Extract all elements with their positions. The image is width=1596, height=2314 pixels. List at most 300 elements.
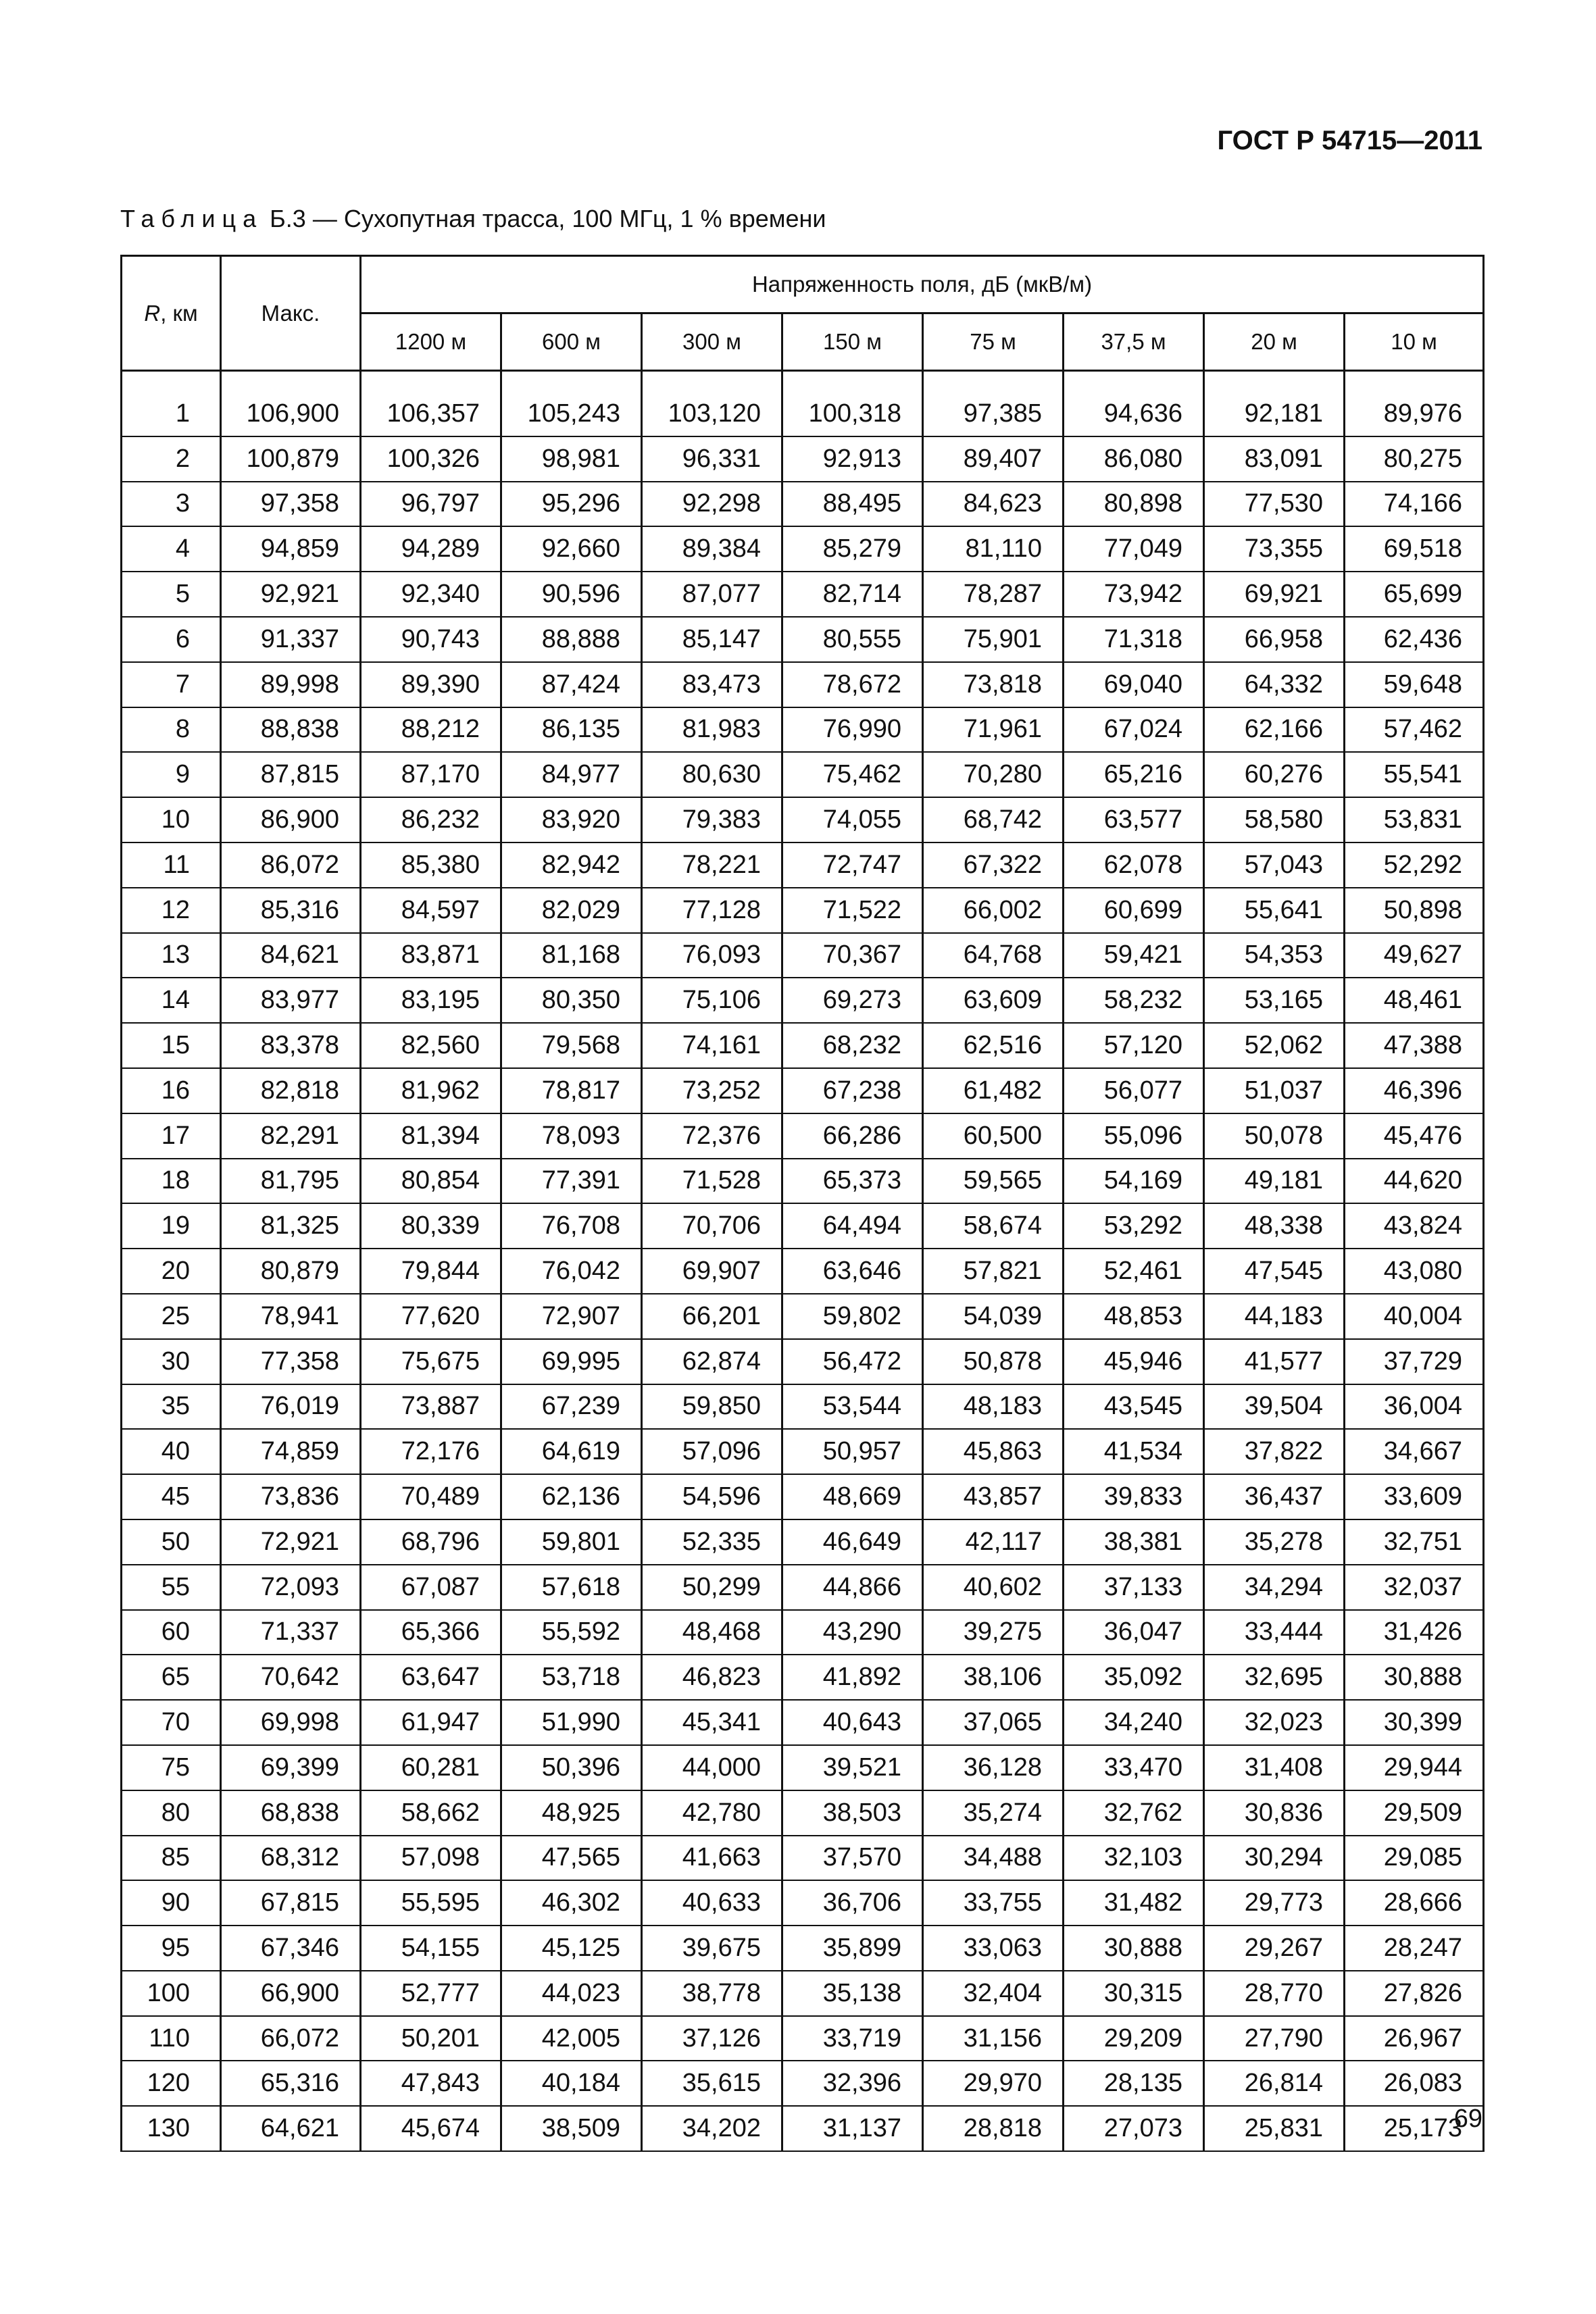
cell-value: 50,201 xyxy=(361,2016,501,2061)
cell-value: 27,826 xyxy=(1345,1971,1484,2016)
cell-value: 81,110 xyxy=(923,526,1064,572)
cell-value: 76,042 xyxy=(501,1249,642,1294)
cell-value: 78,287 xyxy=(923,572,1064,617)
cell-value: 51,037 xyxy=(1204,1068,1345,1113)
cell-value: 48,461 xyxy=(1345,978,1484,1023)
cell-value: 33,470 xyxy=(1064,1745,1204,1790)
cell-value: 72,376 xyxy=(642,1113,782,1159)
cell-max: 89,998 xyxy=(221,662,361,707)
cell-value: 86,232 xyxy=(361,797,501,842)
cell-value: 55,641 xyxy=(1204,888,1345,933)
cell-value: 77,049 xyxy=(1064,526,1204,572)
cell-value: 89,390 xyxy=(361,662,501,707)
cell-value: 43,290 xyxy=(782,1610,923,1655)
cell-value: 42,005 xyxy=(501,2016,642,2061)
cell-max: 74,859 xyxy=(221,1429,361,1474)
cell-distance: 40 xyxy=(122,1429,221,1474)
cell-value: 32,023 xyxy=(1204,1700,1345,1745)
cell-value: 37,065 xyxy=(923,1700,1064,1745)
cell-value: 29,267 xyxy=(1204,1926,1345,1971)
cell-value: 77,620 xyxy=(361,1294,501,1339)
cell-value: 66,958 xyxy=(1204,617,1345,662)
cell-value: 48,853 xyxy=(1064,1294,1204,1339)
cell-value: 43,824 xyxy=(1345,1203,1484,1249)
col-header-group-field-strength: Напряженность поля, дБ (мкВ/м) xyxy=(361,256,1484,313)
col-header-height: 20 м xyxy=(1204,313,1345,371)
cell-distance: 4 xyxy=(122,526,221,572)
cell-distance: 30 xyxy=(122,1339,221,1384)
cell-value: 34,294 xyxy=(1204,1565,1345,1610)
cell-value: 29,773 xyxy=(1204,1880,1345,1926)
cell-value: 62,166 xyxy=(1204,707,1345,753)
cell-max: 86,900 xyxy=(221,797,361,842)
cell-value: 79,383 xyxy=(642,797,782,842)
cell-value: 58,232 xyxy=(1064,978,1204,1023)
cell-value: 87,170 xyxy=(361,752,501,797)
cell-value: 76,093 xyxy=(642,933,782,978)
cell-distance: 6 xyxy=(122,617,221,662)
cell-value: 70,367 xyxy=(782,933,923,978)
cell-value: 36,706 xyxy=(782,1880,923,1926)
cell-value: 73,818 xyxy=(923,662,1064,707)
cell-value: 31,156 xyxy=(923,2016,1064,2061)
cell-value: 52,292 xyxy=(1345,842,1484,888)
cell-max: 83,378 xyxy=(221,1023,361,1068)
cell-value: 80,555 xyxy=(782,617,923,662)
cell-max: 97,358 xyxy=(221,482,361,527)
cell-distance: 65 xyxy=(122,1655,221,1700)
cell-value: 85,380 xyxy=(361,842,501,888)
cell-value: 39,504 xyxy=(1204,1384,1345,1430)
cell-value: 52,461 xyxy=(1064,1249,1204,1294)
cell-value: 56,472 xyxy=(782,1339,923,1384)
cell-value: 67,322 xyxy=(923,842,1064,888)
cell-value: 54,155 xyxy=(361,1926,501,1971)
cell-value: 60,500 xyxy=(923,1113,1064,1159)
cell-value: 26,814 xyxy=(1204,2061,1345,2106)
cell-value: 49,627 xyxy=(1345,933,1484,978)
table-row xyxy=(122,662,1484,707)
cell-value: 45,674 xyxy=(361,2106,501,2151)
cell-value: 35,092 xyxy=(1064,1655,1204,1700)
cell-max: 76,019 xyxy=(221,1384,361,1430)
cell-distance: 90 xyxy=(122,1880,221,1926)
cell-value: 57,120 xyxy=(1064,1023,1204,1068)
cell-value: 55,541 xyxy=(1345,752,1484,797)
table-row xyxy=(122,1429,1484,1474)
cell-value: 97,385 xyxy=(923,392,1064,436)
cell-distance: 3 xyxy=(122,482,221,527)
cell-value: 69,040 xyxy=(1064,662,1204,707)
table-row xyxy=(122,1068,1484,1113)
cell-value: 33,444 xyxy=(1204,1610,1345,1655)
cell-value: 48,183 xyxy=(923,1384,1064,1430)
col-header-distance xyxy=(122,256,221,371)
cell-max: 82,818 xyxy=(221,1068,361,1113)
cell-value: 38,106 xyxy=(923,1655,1064,1700)
cell-value: 30,888 xyxy=(1345,1655,1484,1700)
cell-value: 69,273 xyxy=(782,978,923,1023)
table-spacer-row xyxy=(122,371,1484,393)
cell-value: 69,518 xyxy=(1345,526,1484,572)
cell-distance: 9 xyxy=(122,752,221,797)
cell-distance: 50 xyxy=(122,1519,221,1565)
cell-value: 40,184 xyxy=(501,2061,642,2106)
cell-max: 84,621 xyxy=(221,933,361,978)
cell-value: 50,396 xyxy=(501,1745,642,1790)
cell-value: 32,396 xyxy=(782,2061,923,2106)
table-body xyxy=(122,371,1484,2152)
cell-max: 68,838 xyxy=(221,1790,361,1836)
cell-value: 95,296 xyxy=(501,482,642,527)
cell-value: 41,892 xyxy=(782,1655,923,1700)
cell-value: 84,597 xyxy=(361,888,501,933)
cell-value: 30,294 xyxy=(1204,1836,1345,1881)
cell-value: 58,580 xyxy=(1204,797,1345,842)
cell-value: 59,648 xyxy=(1345,662,1484,707)
cell-value: 51,990 xyxy=(501,1700,642,1745)
cell-value: 52,062 xyxy=(1204,1023,1345,1068)
cell-value: 32,037 xyxy=(1345,1565,1484,1610)
cell-value: 98,981 xyxy=(501,436,642,482)
cell-distance: 45 xyxy=(122,1474,221,1519)
col-header-distance-symbol: R xyxy=(144,300,161,326)
cell-value: 37,570 xyxy=(782,1836,923,1881)
cell-value: 48,925 xyxy=(501,1790,642,1836)
cell-value: 76,990 xyxy=(782,707,923,753)
table-row xyxy=(122,1926,1484,1971)
cell-value: 29,509 xyxy=(1345,1790,1484,1836)
table-row xyxy=(122,526,1484,572)
cell-distance: 85 xyxy=(122,1836,221,1881)
cell-value: 35,138 xyxy=(782,1971,923,2016)
cell-value: 71,961 xyxy=(923,707,1064,753)
cell-distance: 12 xyxy=(122,888,221,933)
cell-value: 53,165 xyxy=(1204,978,1345,1023)
cell-value: 55,592 xyxy=(501,1610,642,1655)
cell-value: 79,568 xyxy=(501,1023,642,1068)
cell-value: 52,335 xyxy=(642,1519,782,1565)
table-row xyxy=(122,2016,1484,2061)
cell-value: 39,521 xyxy=(782,1745,923,1790)
cell-value: 28,247 xyxy=(1345,1926,1484,1971)
cell-value: 46,396 xyxy=(1345,1068,1484,1113)
cell-value: 65,699 xyxy=(1345,572,1484,617)
cell-value: 80,630 xyxy=(642,752,782,797)
cell-max: 77,358 xyxy=(221,1339,361,1384)
table-row xyxy=(122,1203,1484,1249)
cell-value: 65,366 xyxy=(361,1610,501,1655)
cell-value: 100,318 xyxy=(782,392,923,436)
cell-distance: 13 xyxy=(122,933,221,978)
cell-distance: 110 xyxy=(122,2016,221,2061)
caption-prefix: Таблица xyxy=(120,205,264,232)
cell-max: 69,998 xyxy=(221,1700,361,1745)
cell-value: 59,850 xyxy=(642,1384,782,1430)
cell-value: 55,096 xyxy=(1064,1113,1204,1159)
cell-value: 34,240 xyxy=(1064,1700,1204,1745)
cell-value: 103,120 xyxy=(642,392,782,436)
cell-value: 50,878 xyxy=(923,1339,1064,1384)
table-row xyxy=(122,617,1484,662)
cell-value: 87,077 xyxy=(642,572,782,617)
cell-distance: 130 xyxy=(122,2106,221,2151)
cell-value: 62,436 xyxy=(1345,617,1484,662)
cell-value: 81,394 xyxy=(361,1113,501,1159)
cell-value: 75,675 xyxy=(361,1339,501,1384)
col-header-height: 75 м xyxy=(923,313,1064,371)
cell-value: 37,729 xyxy=(1345,1339,1484,1384)
cell-value: 30,315 xyxy=(1064,1971,1204,2016)
cell-value: 49,181 xyxy=(1204,1159,1345,1204)
cell-value: 31,408 xyxy=(1204,1745,1345,1790)
cell-value: 76,708 xyxy=(501,1203,642,1249)
cell-value: 41,577 xyxy=(1204,1339,1345,1384)
cell-distance: 19 xyxy=(122,1203,221,1249)
cell-value: 33,719 xyxy=(782,2016,923,2061)
cell-value: 62,516 xyxy=(923,1023,1064,1068)
cell-value: 67,238 xyxy=(782,1068,923,1113)
cell-value: 25,831 xyxy=(1204,2106,1345,2151)
table-row xyxy=(122,1474,1484,1519)
cell-value: 50,078 xyxy=(1204,1113,1345,1159)
cell-value: 32,103 xyxy=(1064,1836,1204,1881)
cell-value: 57,096 xyxy=(642,1429,782,1474)
cell-value: 81,168 xyxy=(501,933,642,978)
cell-value: 63,647 xyxy=(361,1655,501,1700)
cell-value: 28,666 xyxy=(1345,1880,1484,1926)
cell-value: 28,818 xyxy=(923,2106,1064,2151)
cell-value: 42,780 xyxy=(642,1790,782,1836)
cell-value: 73,355 xyxy=(1204,526,1345,572)
cell-value: 61,482 xyxy=(923,1068,1064,1113)
cell-value: 32,404 xyxy=(923,1971,1064,2016)
cell-value: 88,888 xyxy=(501,617,642,662)
cell-value: 68,742 xyxy=(923,797,1064,842)
table-row xyxy=(122,1836,1484,1881)
cell-value: 34,202 xyxy=(642,2106,782,2151)
cell-distance: 20 xyxy=(122,1249,221,1294)
cell-value: 78,221 xyxy=(642,842,782,888)
cell-value: 48,468 xyxy=(642,1610,782,1655)
cell-value: 75,901 xyxy=(923,617,1064,662)
cell-value: 50,957 xyxy=(782,1429,923,1474)
cell-distance: 8 xyxy=(122,707,221,753)
cell-value: 57,462 xyxy=(1345,707,1484,753)
table-row xyxy=(122,752,1484,797)
cell-distance: 18 xyxy=(122,1159,221,1204)
cell-value: 88,212 xyxy=(361,707,501,753)
cell-value: 54,169 xyxy=(1064,1159,1204,1204)
cell-value: 106,357 xyxy=(361,392,501,436)
cell-value: 43,857 xyxy=(923,1474,1064,1519)
cell-value: 77,530 xyxy=(1204,482,1345,527)
cell-value: 45,863 xyxy=(923,1429,1064,1474)
table-row xyxy=(122,933,1484,978)
col-header-height: 150 м xyxy=(782,313,923,371)
cell-value: 43,545 xyxy=(1064,1384,1204,1430)
cell-value: 45,125 xyxy=(501,1926,642,1971)
cell-value: 67,239 xyxy=(501,1384,642,1430)
cell-value: 35,615 xyxy=(642,2061,782,2106)
cell-max: 100,879 xyxy=(221,436,361,482)
cell-max: 81,795 xyxy=(221,1159,361,1204)
cell-value: 26,967 xyxy=(1345,2016,1484,2061)
cell-value: 43,080 xyxy=(1345,1249,1484,1294)
cell-value: 35,278 xyxy=(1204,1519,1345,1565)
cell-value: 62,078 xyxy=(1064,842,1204,888)
cell-max: 87,815 xyxy=(221,752,361,797)
cell-max: 66,900 xyxy=(221,1971,361,2016)
col-header-height: 10 м xyxy=(1345,313,1484,371)
cell-value: 41,534 xyxy=(1064,1429,1204,1474)
cell-value: 61,947 xyxy=(361,1700,501,1745)
cell-value: 68,232 xyxy=(782,1023,923,1068)
cell-value: 30,888 xyxy=(1064,1926,1204,1971)
cell-max: 72,093 xyxy=(221,1565,361,1610)
cell-value: 37,133 xyxy=(1064,1565,1204,1610)
cell-value: 40,633 xyxy=(642,1880,782,1926)
cell-value: 53,831 xyxy=(1345,797,1484,842)
cell-value: 85,279 xyxy=(782,526,923,572)
cell-max: 83,977 xyxy=(221,978,361,1023)
cell-value: 32,762 xyxy=(1064,1790,1204,1836)
cell-value: 64,332 xyxy=(1204,662,1345,707)
cell-max: 68,312 xyxy=(221,1836,361,1881)
cell-value: 31,426 xyxy=(1345,1610,1484,1655)
cell-max: 67,346 xyxy=(221,1926,361,1971)
cell-value: 86,080 xyxy=(1064,436,1204,482)
cell-distance: 55 xyxy=(122,1565,221,1610)
cell-value: 39,275 xyxy=(923,1610,1064,1655)
cell-value: 40,643 xyxy=(782,1700,923,1745)
cell-value: 60,276 xyxy=(1204,752,1345,797)
cell-value: 87,424 xyxy=(501,662,642,707)
cell-max: 67,815 xyxy=(221,1880,361,1926)
cell-value: 65,373 xyxy=(782,1159,923,1204)
cell-value: 83,195 xyxy=(361,978,501,1023)
cell-value: 38,509 xyxy=(501,2106,642,2151)
cell-value: 92,340 xyxy=(361,572,501,617)
cell-value: 41,663 xyxy=(642,1836,782,1881)
cell-value: 89,976 xyxy=(1345,392,1484,436)
cell-value: 40,602 xyxy=(923,1565,1064,1610)
table-row xyxy=(122,1294,1484,1339)
table-row xyxy=(122,842,1484,888)
table-caption xyxy=(120,205,826,233)
cell-value: 34,488 xyxy=(923,1836,1064,1881)
cell-value: 60,281 xyxy=(361,1745,501,1790)
cell-value: 54,596 xyxy=(642,1474,782,1519)
cell-value: 78,817 xyxy=(501,1068,642,1113)
cell-value: 59,421 xyxy=(1064,933,1204,978)
cell-value: 81,983 xyxy=(642,707,782,753)
cell-value: 64,494 xyxy=(782,1203,923,1249)
cell-value: 38,381 xyxy=(1064,1519,1204,1565)
cell-value: 40,004 xyxy=(1345,1294,1484,1339)
cell-max: 72,921 xyxy=(221,1519,361,1565)
cell-distance: 35 xyxy=(122,1384,221,1430)
cell-distance: 15 xyxy=(122,1023,221,1068)
col-header-height: 600 м xyxy=(501,313,642,371)
table-row xyxy=(122,1249,1484,1294)
cell-value: 32,695 xyxy=(1204,1655,1345,1700)
cell-value: 30,836 xyxy=(1204,1790,1345,1836)
cell-value: 29,944 xyxy=(1345,1745,1484,1790)
cell-value: 69,921 xyxy=(1204,572,1345,617)
cell-value: 80,275 xyxy=(1345,436,1484,482)
cell-distance: 2 xyxy=(122,436,221,482)
cell-value: 28,135 xyxy=(1064,2061,1204,2106)
cell-value: 71,318 xyxy=(1064,617,1204,662)
cell-value: 89,384 xyxy=(642,526,782,572)
cell-distance: 1 xyxy=(122,392,221,436)
cell-value: 72,747 xyxy=(782,842,923,888)
cell-value: 63,609 xyxy=(923,978,1064,1023)
cell-value: 45,476 xyxy=(1345,1113,1484,1159)
cell-value: 48,669 xyxy=(782,1474,923,1519)
cell-value: 80,898 xyxy=(1064,482,1204,527)
cell-value: 59,802 xyxy=(782,1294,923,1339)
cell-value: 92,298 xyxy=(642,482,782,527)
cell-value: 39,833 xyxy=(1064,1474,1204,1519)
cell-value: 90,743 xyxy=(361,617,501,662)
cell-max: 88,838 xyxy=(221,707,361,753)
cell-value: 74,166 xyxy=(1345,482,1484,527)
cell-value: 52,777 xyxy=(361,1971,501,2016)
cell-value: 47,545 xyxy=(1204,1249,1345,1294)
table-row xyxy=(122,1610,1484,1655)
table-row xyxy=(122,2061,1484,2106)
cell-value: 56,077 xyxy=(1064,1068,1204,1113)
cell-value: 44,183 xyxy=(1204,1294,1345,1339)
table-row xyxy=(122,1159,1484,1204)
cell-value: 31,137 xyxy=(782,2106,923,2151)
cell-value: 42,117 xyxy=(923,1519,1064,1565)
cell-distance: 60 xyxy=(122,1610,221,1655)
cell-value: 36,128 xyxy=(923,1745,1064,1790)
cell-value: 45,341 xyxy=(642,1700,782,1745)
cell-value: 35,274 xyxy=(923,1790,1064,1836)
cell-value: 73,942 xyxy=(1064,572,1204,617)
table-row xyxy=(122,1023,1484,1068)
cell-value: 38,778 xyxy=(642,1971,782,2016)
cell-value: 75,462 xyxy=(782,752,923,797)
cell-value: 62,136 xyxy=(501,1474,642,1519)
cell-value: 75,106 xyxy=(642,978,782,1023)
cell-distance: 14 xyxy=(122,978,221,1023)
cell-value: 37,126 xyxy=(642,2016,782,2061)
cell-value: 71,522 xyxy=(782,888,923,933)
cell-value: 70,489 xyxy=(361,1474,501,1519)
cell-value: 59,565 xyxy=(923,1159,1064,1204)
cell-value: 36,047 xyxy=(1064,1610,1204,1655)
cell-max: 65,316 xyxy=(221,2061,361,2106)
cell-max: 73,836 xyxy=(221,1474,361,1519)
cell-value: 73,887 xyxy=(361,1384,501,1430)
cell-value: 88,495 xyxy=(782,482,923,527)
cell-value: 46,649 xyxy=(782,1519,923,1565)
table-row xyxy=(122,436,1484,482)
cell-value: 71,528 xyxy=(642,1159,782,1204)
cell-value: 66,002 xyxy=(923,888,1064,933)
table-row xyxy=(122,1339,1484,1384)
cell-value: 63,577 xyxy=(1064,797,1204,842)
table-row xyxy=(122,1519,1484,1565)
col-header-height: 300 м xyxy=(642,313,782,371)
cell-max: 91,337 xyxy=(221,617,361,662)
cell-value: 62,874 xyxy=(642,1339,782,1384)
